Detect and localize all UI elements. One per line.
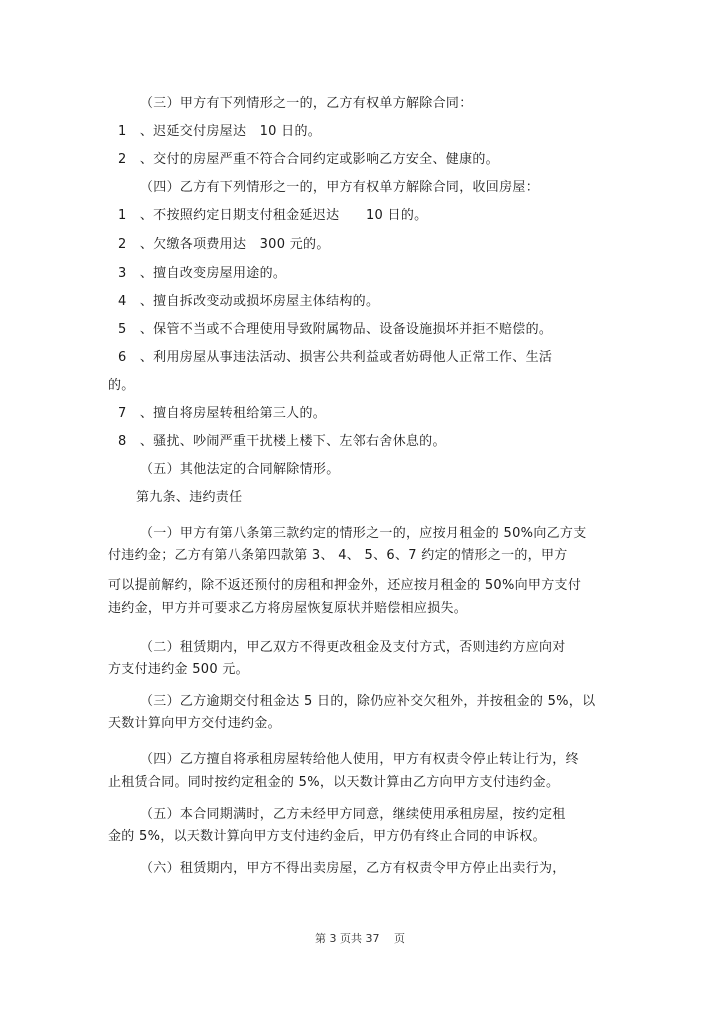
paragraph-line: 金的 5%，以天数计算向甲方支付违约金后，甲方仍有终止合同的申诉权。 [108, 829, 546, 844]
paragraph-line: 可以提前解约，除不返还预付的房租和押金外，还应按月租金的 50%向甲方支付 [108, 578, 582, 593]
paragraph-line: 的。 [108, 378, 135, 393]
list-item: 3 、擅自改变房屋用途的。 [118, 266, 287, 281]
paragraph-line: （五）其他法定的合同解除情形。 [140, 462, 340, 477]
paragraph-line: 止租赁合同。同时按约定租金的 5%，以天数计算由乙方向甲方支付违约金。 [108, 775, 560, 790]
paragraph-line: 付违约金；乙方有第八条第四款第 3、 4、 5、6、7 约定的情形之一的，甲方 [108, 548, 568, 563]
paragraph-line: （三）乙方逾期交付租金达 5 日的，除仍应补交欠租外，并按租金的 5%，以 [140, 694, 596, 709]
paragraph-line: （一）甲方有第八条第三款约定的情形之一的，应按月租金的 50%向乙方支 [140, 526, 587, 541]
paragraph-line: （四）乙方擅自将承租房屋转给他人使用，甲方有权责令停止转让行为，终 [140, 752, 579, 767]
paragraph-line: 方支付违约金 500 元。 [108, 662, 249, 677]
paragraph-line: （三）甲方有下列情形之一的，乙方有权单方解除合同： [140, 96, 473, 111]
page-number-footer: 第 3 页共 37 页 [315, 932, 405, 945]
list-item: 1 、不按照约定日期支付租金延迟达 10 日的。 [118, 208, 428, 223]
paragraph-line: （二）租赁期内，甲乙双方不得更改租金及支付方式，否则违约方应向对 [140, 640, 566, 655]
list-item: 1 、迟延交付房屋达 10 日的。 [118, 124, 322, 139]
list-item: 2 、交付的房屋严重不符合合同约定或影响乙方安全、健康的。 [118, 152, 499, 167]
list-item: 2 、欠缴各项费用达 300 元的。 [118, 237, 330, 252]
list-item: 6 、利用房屋从事违法活动、损害公共利益或者妨碍他人正常工作、生活 [118, 350, 553, 365]
list-item: 5 、保管不当或不合理使用导致附属物品、设备设施损坏并拒不赔偿的。 [118, 322, 553, 337]
list-item: 7 、擅自将房屋转租给第三人的。 [118, 406, 327, 421]
section-heading: 第九条、违约责任 [136, 490, 243, 505]
paragraph-line: （六）租赁期内，甲方不得出卖房屋，乙方有权责令甲方停止出卖行为， [140, 861, 566, 876]
paragraph-line: （五）本合同期满时，乙方未经甲方同意，继续使用承租房屋，按约定租 [140, 807, 566, 822]
paragraph-line: 违约金，甲方并可要求乙方将房屋恢复原状并赔偿相应损失。 [108, 601, 468, 616]
list-item: 8 、骚扰、吵闹严重干扰楼上楼下、左邻右舍休息的。 [118, 434, 446, 449]
paragraph-line: 天数计算向甲方交付违约金。 [108, 716, 281, 731]
paragraph-line: （四）乙方有下列情形之一的，甲方有权单方解除合同，收回房屋： [140, 180, 540, 195]
list-item: 4 、擅自拆改变动或损坏房屋主体结构的。 [118, 294, 380, 309]
